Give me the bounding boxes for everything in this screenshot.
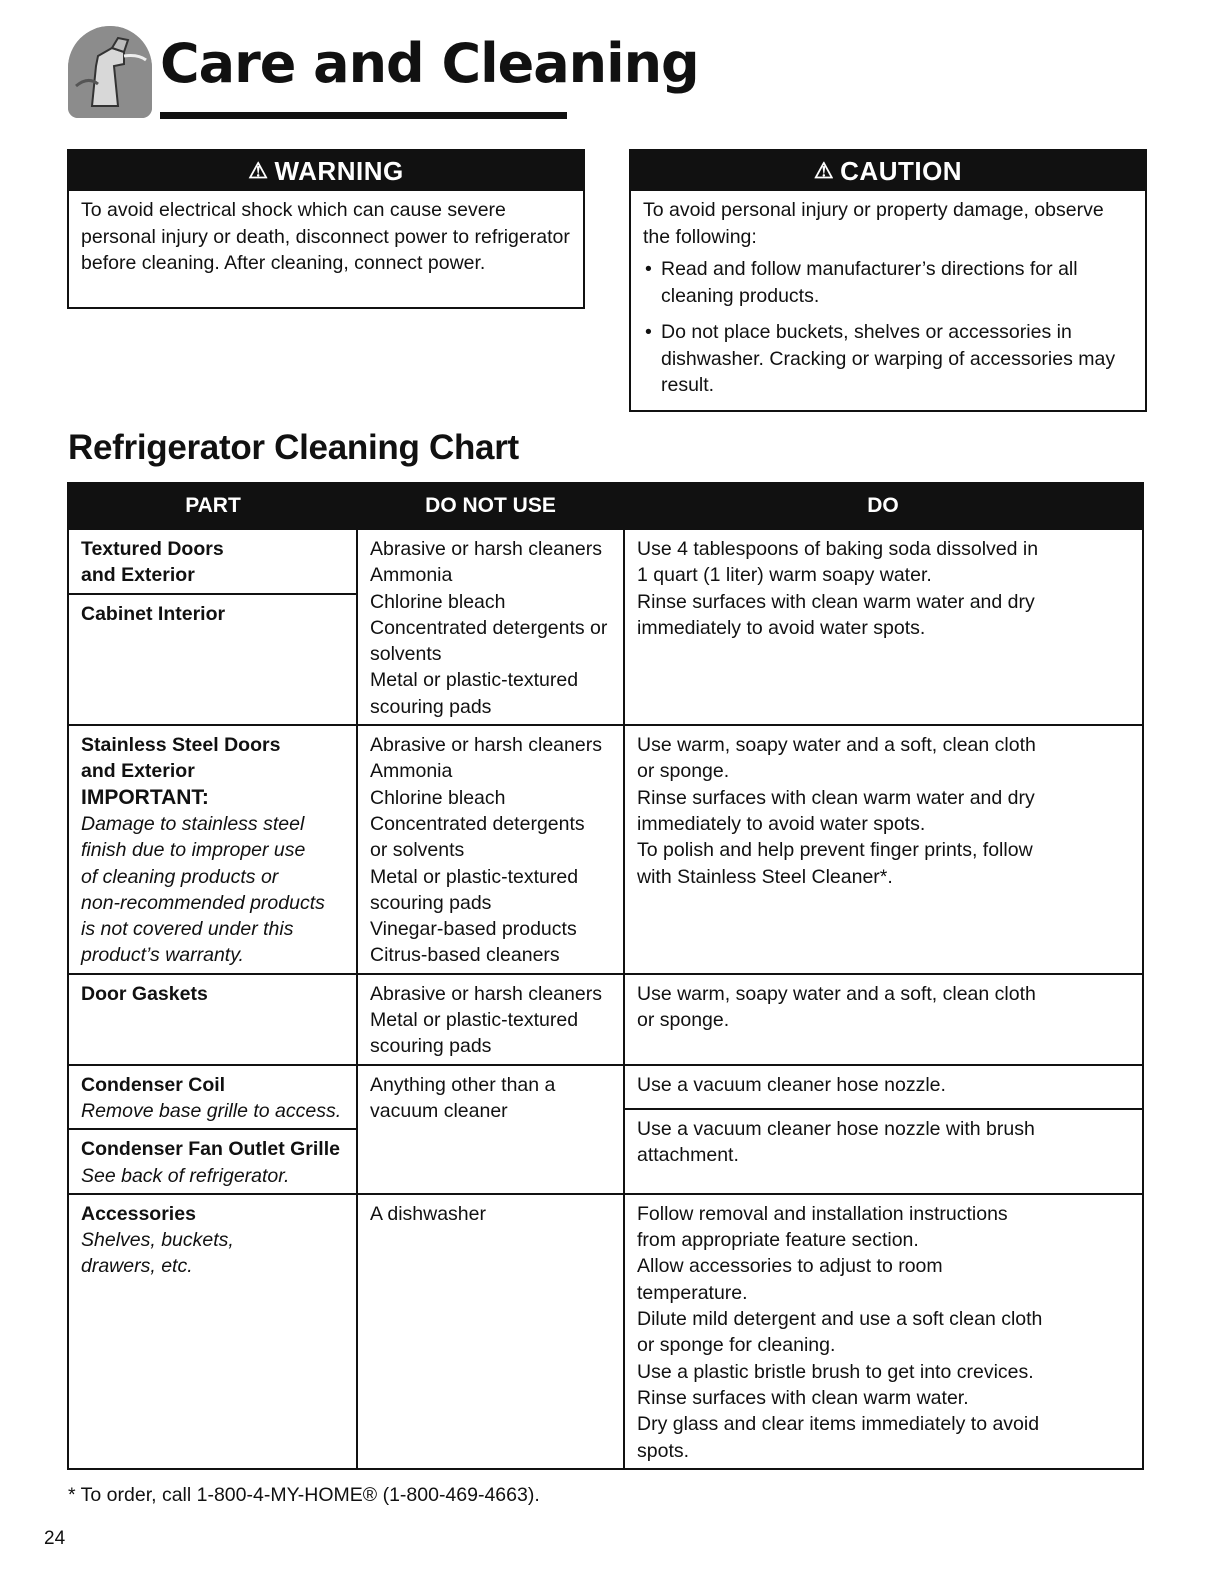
do-not-use-line: Abrasive or harsh cleaners <box>370 538 602 560</box>
do-line: To polish and help prevent finger prints, follow <box>637 839 1033 862</box>
part-title: and Exterior <box>81 760 195 783</box>
warning-triangle-icon: ⚠ <box>248 158 269 183</box>
column-header-do-not-use: DO NOT USE <box>357 483 624 529</box>
do-line: Use a plastic bristle brush to get into crevices. <box>637 1360 1034 1383</box>
do-line: immediately to avoid water spots. <box>637 812 926 835</box>
table-header-row <box>68 483 1143 529</box>
do-line: attachment. <box>637 1144 739 1167</box>
warning-box <box>67 149 585 309</box>
part-entry <box>69 726 356 973</box>
part-title: Door Gaskets <box>81 982 208 1005</box>
page-number: 24 <box>44 1528 66 1549</box>
part-title: Textured Doors <box>81 538 224 560</box>
do-not-use-line: Chlorine bleach <box>370 786 506 809</box>
do-line: Use warm, soapy water and a soft, clean cloth <box>637 734 1036 757</box>
do-not-use-line: Abrasive or harsh cleaners <box>370 982 602 1005</box>
do-not-use-line: Vinegar-based products <box>370 918 577 941</box>
part-cell <box>68 529 357 725</box>
do-line: spots. <box>637 1439 690 1462</box>
do-line: Rinse surfaces with clean warm water. <box>637 1386 969 1409</box>
column-header-part: PART <box>68 483 357 529</box>
cleaning-chart-table <box>67 482 1144 1470</box>
do-not-use-cell <box>357 1194 624 1469</box>
do-line: immediately to avoid water spots. <box>637 616 926 639</box>
do-cell <box>624 1194 1143 1469</box>
caution-header <box>631 151 1145 191</box>
part-note: See back of refrigerator. <box>81 1164 290 1187</box>
part-note: product’s warranty. <box>81 944 244 967</box>
important-label: IMPORTANT: <box>81 785 209 809</box>
part-note: Shelves, buckets, <box>81 1229 234 1252</box>
part-entry <box>69 530 356 593</box>
do-line: Follow removal and installation instructions <box>637 1202 1008 1225</box>
do-not-use-line: scouring pads <box>370 891 492 914</box>
table-row <box>68 529 1143 725</box>
part-entry <box>69 1128 356 1193</box>
caution-intro: To avoid personal injury or property damage, observe the following: <box>643 199 1104 248</box>
do-line: 1 quart (1 liter) warm soapy water. <box>637 564 932 587</box>
table-row <box>68 1194 1143 1469</box>
part-entry <box>69 975 356 1011</box>
footnote: * To order, call 1-800-4-MY-HOME® (1-800-469-4663). <box>68 1484 540 1506</box>
part-title: Accessories <box>81 1202 196 1225</box>
do-not-use-line: Ammonia <box>370 564 453 587</box>
do-not-use-cell <box>357 529 624 725</box>
title-underline <box>160 112 567 119</box>
do-not-use-cell <box>357 1065 624 1194</box>
do-not-use-line: Citrus-based cleaners <box>370 944 560 967</box>
table-row <box>68 725 1143 974</box>
do-cell <box>624 529 1143 725</box>
warning-header <box>69 151 583 191</box>
page-title: Care and Cleaning <box>160 32 699 95</box>
part-note: is not covered under this <box>81 918 294 941</box>
do-not-use-line: or solvents <box>370 839 465 862</box>
do-cell <box>624 1065 1143 1194</box>
do-not-use-line: Ammonia <box>370 760 453 783</box>
do-second-entry <box>625 1108 1142 1169</box>
caution-heading: CAUTION <box>840 155 963 186</box>
caution-box <box>629 149 1147 412</box>
part-note: of cleaning products or <box>81 865 279 888</box>
do-not-use-line: Metal or plastic-textured <box>370 669 579 692</box>
do-line: Dry glass and clear items immediately to avoid <box>637 1413 1040 1436</box>
spray-bottle-icon <box>68 26 152 118</box>
caution-triangle-icon: ⚠ <box>813 158 835 183</box>
do-line: with Stainless Steel Cleaner*. <box>637 865 893 888</box>
do-line: Dilute mild detergent and use a soft clean cloth <box>637 1308 1043 1331</box>
part-title: Cabinet Interior <box>81 602 226 625</box>
warning-heading: WARNING <box>274 155 404 186</box>
do-not-use-line: Concentrated detergents <box>370 812 585 835</box>
do-not-use-line: scouring pads <box>370 1035 492 1058</box>
do-not-use-cell <box>357 974 624 1065</box>
part-note: drawers, etc. <box>81 1255 193 1278</box>
part-title: Stainless Steel Doors <box>81 734 281 757</box>
do-not-use-line: Anything other than a <box>370 1073 556 1096</box>
do-cell <box>624 725 1143 974</box>
do-line: Use a vacuum cleaner hose nozzle with brush <box>637 1117 1035 1140</box>
part-entry <box>69 1066 356 1129</box>
part-cell <box>68 1065 357 1194</box>
do-not-use-line: scouring pads <box>370 695 492 718</box>
table-row <box>68 974 1143 1065</box>
part-cell <box>68 974 357 1065</box>
caution-bullets <box>643 256 1133 399</box>
section-title: Refrigerator Cleaning Chart <box>68 428 519 467</box>
part-note: non-recommended products <box>81 891 325 914</box>
part-entry <box>69 1195 356 1284</box>
do-not-use-cell <box>357 725 624 974</box>
part-title: Condenser Fan Outlet Grille <box>81 1138 340 1161</box>
do-not-use-line: Metal or plastic-textured <box>370 1009 579 1032</box>
do-line: Use 4 tablespoons of baking soda dissolved in <box>637 538 1039 560</box>
do-not-use-line: vacuum cleaner <box>370 1099 508 1122</box>
part-note: finish due to improper use <box>81 839 306 862</box>
part-title: Condenser Coil <box>81 1073 226 1096</box>
part-note: Damage to stainless steel <box>81 812 305 835</box>
caution-bullet: • Do not place buckets, shelves or accessories in dishwasher. Cracking or warping of accessories may result. <box>643 319 1133 399</box>
warning-text: To avoid electrical shock which can cause severe personal injury or death, disconnect power to refrigerator before cleaning. After cleaning, connect power. <box>81 199 570 274</box>
do-line: or sponge for cleaning. <box>637 1334 836 1357</box>
do-line: Rinse surfaces with clean warm water and dry <box>637 590 1035 613</box>
part-entry <box>69 593 356 631</box>
do-line: or sponge. <box>637 760 730 783</box>
do-not-use-line: Abrasive or harsh cleaners <box>370 734 602 757</box>
do-line: from appropriate feature section. <box>637 1229 919 1252</box>
column-header-do: DO <box>624 483 1143 529</box>
do-cell <box>624 974 1143 1065</box>
do-line: Rinse surfaces with clean warm water and dry <box>637 786 1035 809</box>
do-line: Use a vacuum cleaner hose nozzle. <box>637 1073 946 1096</box>
do-not-use-line: Chlorine bleach <box>370 590 506 613</box>
do-not-use-line: A dishwasher <box>370 1202 486 1225</box>
do-not-use-line: Metal or plastic-textured <box>370 865 579 888</box>
do-not-use-line: Concentrated detergents or <box>370 616 608 639</box>
part-cell <box>68 725 357 974</box>
do-not-use-line: solvents <box>370 643 442 666</box>
do-line: or sponge. <box>637 1009 730 1032</box>
part-note: Remove base grille to access. <box>81 1099 342 1122</box>
do-line: Allow accessories to adjust to room <box>637 1255 943 1278</box>
part-title: and Exterior <box>81 564 195 587</box>
do-line: temperature. <box>637 1281 748 1304</box>
part-cell <box>68 1194 357 1469</box>
table-row <box>68 1065 1143 1194</box>
do-line: Use warm, soapy water and a soft, clean cloth <box>637 982 1036 1005</box>
caution-bullet: • Read and follow manufacturer’s directions for all cleaning products. <box>643 256 1133 309</box>
